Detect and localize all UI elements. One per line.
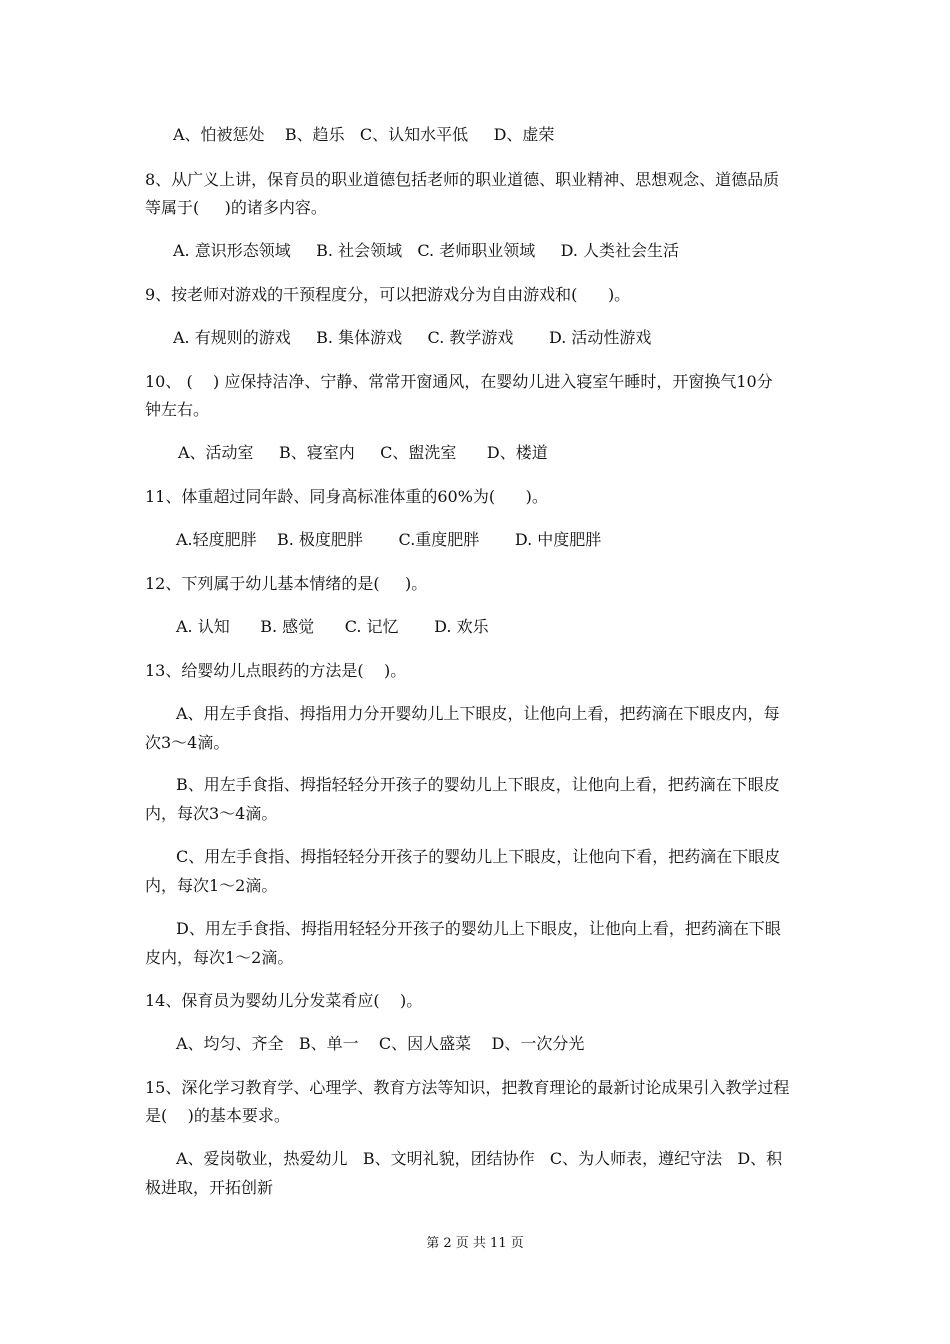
question-8-stem-line-1: 8、从广义上讲，保育员的职业道德包括老师的职业道德、职业精神、思想观念、道德品质: [145, 170, 780, 189]
question-15-options-line-2: 极进取，开拓创新: [145, 1178, 274, 1197]
question-13-option-b-line-1: B、用左手食指、拇指轻轻分开孩子的婴幼儿上下眼皮，让他向上看，把药滴在下眼皮: [176, 775, 780, 794]
question-14-stem: 14、保育员为婴幼儿分发菜肴应( )。: [145, 991, 423, 1010]
question-14-options: A、均匀、齐全 B、单一 C、因人盛菜 D、一次分光: [176, 1034, 585, 1053]
page-number-footer: 第 2 页 共 11 页: [426, 1236, 524, 1251]
question-13-option-a-line-2: 次3～4滴。: [145, 733, 230, 752]
question-13-option-b-line-2: 内，每次3～4滴。: [145, 804, 278, 823]
question-10-options: A、活动室 B、寝室内 C、盥洗室 D、楼道: [178, 443, 548, 462]
question-10-stem-line-1: 10、 ( ) 应保持洁净、宁静、常常开窗通风，在婴幼儿进入寝室午睡时，开窗换气10分: [145, 372, 773, 391]
question-9-options: A. 有规则的游戏 B. 集体游戏 C. 教学游戏 D. 活动性游戏: [173, 328, 652, 347]
question-11-options: A.轻度肥胖 B. 极度肥胖 C.重度肥胖 D. 中度肥胖: [176, 530, 602, 549]
question-13-option-d-line-1: D、用左手食指、拇指用轻轻分开孩子的婴幼儿上下眼皮，让他向上看，把药滴在下眼: [176, 919, 781, 938]
question-7-options: A、怕被惩处 B、趋乐 C、认知水平低 D、虚荣: [173, 125, 555, 144]
question-9-stem: 9、按老师对游戏的干预程度分，可以把游戏分为自由游戏和( )。: [145, 285, 631, 304]
question-13-option-c-line-2: 内，每次1～2滴。: [145, 876, 278, 895]
question-8-stem-line-2: 等属于( )的诸多内容。: [145, 198, 327, 217]
question-10-stem-line-2: 钟左右。: [145, 400, 210, 419]
question-15-stem-line-2: 是( )的基本要求。: [145, 1106, 290, 1125]
question-13-option-a-line-1: A、用左手食指、拇指用力分开婴幼儿上下眼皮，让他向上看，把药滴在下眼皮内，每: [176, 704, 780, 723]
question-13-option-c-line-1: C、用左手食指、拇指轻轻分开孩子的婴幼儿上下眼皮，让他向下看，把药滴在下眼皮: [176, 847, 781, 866]
question-13-stem: 13、给婴幼儿点眼药的方法是( )。: [145, 661, 407, 680]
question-12-stem: 12、下列属于幼儿基本情绪的是( )。: [145, 574, 428, 593]
question-15-stem-line-1: 15、深化学习教育学、心理学、教育方法等知识，把教育理论的最新讨论成果引入教学过程: [145, 1078, 790, 1097]
question-8-options: A. 意识形态领域 B. 社会领域 C. 老师职业领域 D. 人类社会生活: [173, 241, 680, 260]
question-12-options: A. 认知 B. 感觉 C. 记忆 D. 欢乐: [176, 617, 489, 636]
question-15-options-line-1: A、爱岗敬业，热爱幼儿 B、文明礼貌，团结协作 C、为人师表，遵纪守法 D、积: [176, 1149, 783, 1168]
question-11-stem: 11、体重超过同年龄、同身高标准体重的60%为( )。: [145, 487, 548, 506]
question-13-option-d-line-2: 皮内，每次1～2滴。: [145, 948, 294, 967]
